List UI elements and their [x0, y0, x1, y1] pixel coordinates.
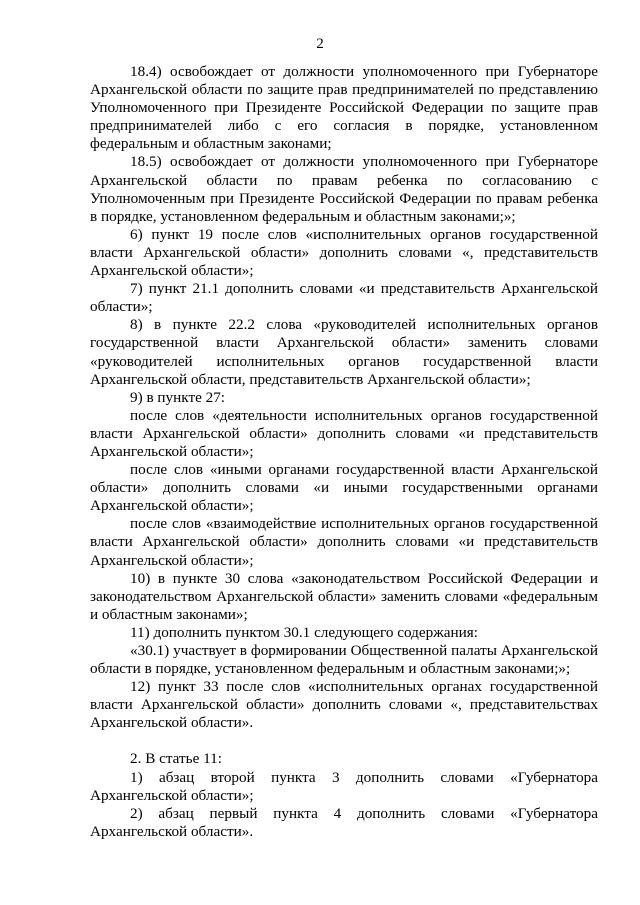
- document-body: [90, 63, 598, 841]
- paragraph-item-11: 11) дополнить пунктом 30.1 следующего содержания:: [130, 623, 478, 641]
- paragraph-item-6: 6) пункт 19 после слов «исполнительных органов государственной власти Архангельской области» дополнить словами «, представительств Архангельской области»;: [90, 225, 598, 280]
- page-number: 2: [316, 36, 324, 52]
- paragraph-18-4: 18.4) освобождает от должности уполномоченного при Губернаторе Архангельской области по защите прав предпринимателей по представлению Уполномоченного при Президенте Российской Федерации по защите прав предпринимателей либо с его согласия в порядке, установленном федеральным и областным законами;: [90, 63, 598, 153]
- paragraph-item-9-a: после слов «деятельности исполнительных органов государственной власти Архангельской области» дополнить словами «и представительств Архангельской области»;: [90, 406, 598, 460]
- paragraph-item-9-c: после слов «взаимодействие исполнительных органов государственной власти Архангельской области» дополнить словами «и представительств Архангельской области»;: [90, 515, 598, 569]
- paragraph-item-9: 9) в пункте 27:: [130, 388, 226, 406]
- paragraph-item-12: 12) пункт 33 после слов «исполнительных органах государственной власти Архангельской области» дополнить словами «, представительствах Архангельской области».: [90, 678, 598, 732]
- section-gap: [90, 732, 598, 750]
- paragraph-item-30-1: «30.1) участвует в формировании Общественной палаты Архангельской области в порядке, установленном федеральным и областным законами;»;: [90, 642, 598, 678]
- paragraph-18-5: 18.5) освобождает от должности уполномоченного при Губернаторе Архангельской области по правам ребенка по согласованию с Уполномоченным при Президенте Российской Федерации по правам ребенка в порядке, установленном федеральным и областным законами;»;: [90, 153, 598, 225]
- paragraph-item-9-b: после слов «иными органами государственной власти Архангельской области» дополнить словами «и иными государственными органами Архангельской области»;: [90, 461, 598, 515]
- paragraph-item-10: 10) в пункте 30 слова «законодательством Российской Федерации и законодательством Архангельской области» заменить словами «федеральным и областным законами»;: [90, 569, 598, 623]
- paragraph-item-7: 7) пункт 21.1 дополнить словами «и представительств Архангельской области»;: [90, 280, 598, 316]
- paragraph-article-11-item-1: 1) абзац второй пункта 3 дополнить словами «Губернатора Архангельской области»;: [90, 768, 598, 804]
- section-heading-article-11: 2. В статье 11:: [130, 750, 222, 768]
- paragraph-article-11-item-2: 2) абзац первый пункта 4 дополнить словами «Губернатора Архангельской области».: [90, 804, 598, 840]
- paragraph-item-8: 8) в пункте 22.2 слова «руководителей исполнительных органов государственной власти Архангельской области» заменить словами «руководителей исполнительных органов государственной власти Архангельской области, представительств Архангельской области»;: [90, 316, 598, 388]
